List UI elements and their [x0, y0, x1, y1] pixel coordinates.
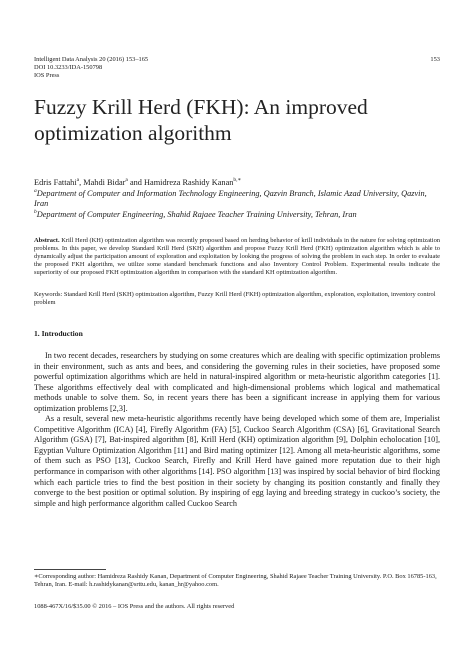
author-name: Hamidreza Rashidy Kanan: [144, 178, 234, 187]
footnote-rule: [34, 569, 106, 570]
footnote: ∗Corresponding author: Hamidreza Rashidy Kanan, Department of Computer Engineering, Shahid Rajaee Teacher Training University. P.O. Box 16785-163, Tehran, Iran. E-mail: h.rashidykanan@srttu.edu, kanan_hr@yahoo.com.: [34, 573, 437, 588]
abstract-text: Krill Herd (KH) optimization algorithm was recently proposed based on herding behavior of krill individuals in the nature for solving optimization problems. In this paper, we develop Standard Krill Herd (SKH) algorithm and propose Fuzzy Krill Herd (FKH) optimization algorithm which is able to dynamically adjust the participation amount of exploration and exploitation by looking the progress of solving the problem in each step. In order to evaluate the proposed FKH algorithm, we utilize some standard benchmark functions and also Inventory Control Problem. Experimental results indicate the superiority of our proposed FKH optimization algorithm in comparison with the standard KH optimization algorithm.: [34, 237, 441, 276]
author-list: [34, 178, 440, 189]
keywords: Keywords: Standard Krill Herd (SKH) optimization algorithm, Fuzzy Krill Herd (FKH) optimization algorithm, exploration, exploitation, inventory control problem: [34, 291, 436, 306]
paragraph: In two recent decades, researchers by studying on some creatures which are dealing with specific optimization problems in their environment, such as ants and bees, and considering the governing rules in their societies, have proposed some powerful optimization algorithms which are held in natural-inspired algorithm or meta-heuristic algorithm categories [1]. These algorithms effectively deal with complicated and high-dimensional problems which logical and mathematical methods unable to solve them. So, in recent years there has been a significant increase in applying them for various optimization problems [2,3].: [34, 351, 440, 413]
abstract-label: Abstract.: [34, 237, 60, 244]
author-name: Edris Fattahi: [34, 178, 77, 187]
paragraph: As a result, several new meta-heuristic algorithms recently have being developed which some of them are, Imperialist Competitive Algorithm (ICA) [4], Firefly Algorithm (FA) [5], Cuckoo Search Algorithm (CSA) [6], Gravitational Search Algorithm (GSA) [7], Bat-inspired algorithm [8], Krill Herd (KH) optimization algorithm [9], Dolphin echolocation [10], Egyptian Vulture Optimization Algorithm [11] and Bird mating optimizer [12]. Among all meta-heuristic algorithms, some of them such as PSO [13], Cuckoo Search, Firefly and Krill Herd have gained more reputation due to their high performance in comparison with other algorithms [14]. PSO algorithm [13] was inspired by social behavior of bird flocking which each particle tries to find the best position in their society by changing its position constantly and finally they converge to the best position or optimal solution. By inspiring of egg laying and breeding strategy in cuckoo’s society, the simple and high performance algorithm called Cuckoo Search: [34, 414, 440, 508]
affiliation-a-text: Department of Computer and Information Technology Engineering, Qazvin Branch, Islamic Azad University, Qazvin, Iran: [34, 188, 427, 209]
affiliation-mark: a: [76, 177, 80, 184]
publisher: IOS Press: [34, 71, 60, 79]
author-name: Mahdi Bidar: [83, 178, 126, 187]
affiliation-b-mark: b: [34, 209, 37, 216]
author-separator: ,: [79, 178, 84, 187]
page-number: 153: [430, 56, 440, 63]
affiliation-b-text: Department of Computer Engineering, Shahid Rajaee Teacher Training University, Tehran, Iran: [36, 209, 357, 219]
affiliation-mark: a: [125, 177, 128, 184]
author-separator: and: [127, 178, 145, 187]
author-block: [34, 178, 440, 220]
body-text: [34, 351, 440, 509]
copyright-line: 1088-467X/16/$35.00 © 2016 – IOS Press and the authors. All rights reserved: [34, 603, 235, 610]
paper-title: Fuzzy Krill Herd (FKH): An improved optimization algorithm: [34, 95, 368, 145]
running-header: [34, 56, 440, 79]
journal-citation: Intelligent Data Analysis 20 (2016) 153–165: [34, 56, 149, 63]
doi: DOI 10.3233/IDA-150798: [34, 63, 103, 71]
affiliation-b: [34, 210, 440, 221]
affiliation-mark: b,∗: [233, 177, 242, 184]
section-heading: 1. Introduction: [34, 329, 83, 338]
affiliation-a-mark: a: [34, 187, 37, 194]
abstract: [34, 237, 440, 277]
affiliation-a: [34, 189, 440, 210]
